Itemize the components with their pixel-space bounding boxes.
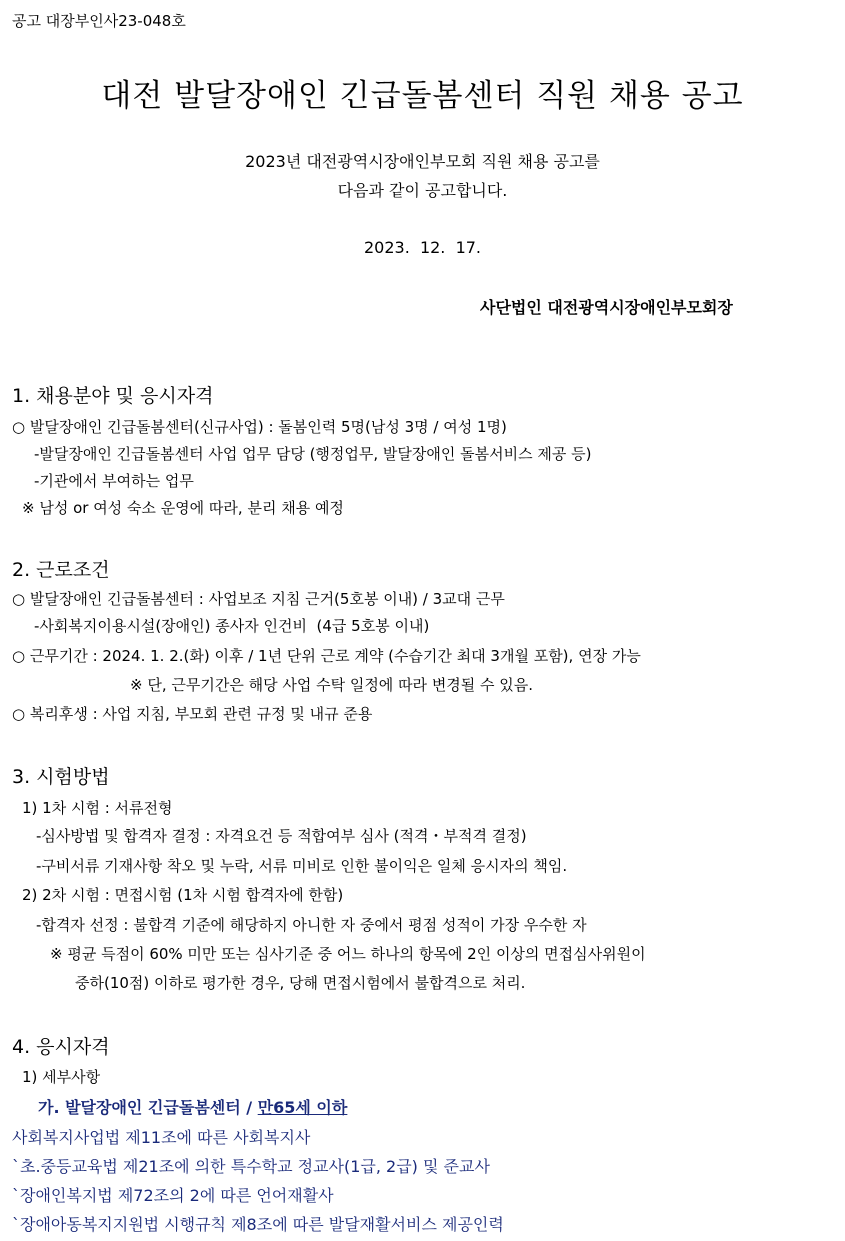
section-3-step-1: 1) 1차 시험 : 서류전형 xyxy=(22,799,173,817)
section-4-step-1: 1) 세부사항 xyxy=(22,1068,101,1086)
section-3-note-line-2: 중하(10점) 이하로 평가한 경우, 당해 면접시험에서 불합격으로 처리. xyxy=(75,974,526,992)
section-2-heading: 2. 근로조건 xyxy=(12,559,110,581)
section-2-item-3: ○ 복리후생 : 사업 지침, 부모회 관련 규정 및 내규 준용 xyxy=(12,705,373,723)
section-2-sub-1: -사회복지이용시설(장애인) 종사자 인건비 (4급 5호봉 이내) xyxy=(34,617,430,635)
qualification-2: `초.중등교육법 제21조에 의한 특수학교 정교사(1급, 2급) 및 준교사 xyxy=(12,1157,490,1176)
section-1-sub-2: -기관에서 부여하는 업무 xyxy=(34,472,194,490)
section-3-step-2-sub-1: -합격자 선정 : 불합격 기준에 해당하지 아니한 자 중에서 평점 성적이 가장 우수한 자 xyxy=(36,916,587,934)
section-2-item-1: ○ 발달장애인 긴급돌봄센터 : 사업보조 지침 근거(5호봉 이내) / 3교대 근무 xyxy=(12,590,505,608)
section-1-heading: 1. 채용분야 및 응시자격 xyxy=(12,385,214,407)
section-3-heading: 3. 시험방법 xyxy=(12,766,110,788)
section-4-subhead xyxy=(38,1095,347,1118)
section-1-item-1: ○ 발달장애인 긴급돌봄센터(신규사업) : 돌봄인력 5명(남성 3명 / 여성 1명) xyxy=(12,418,507,436)
intro-line-1: 2023년 대전광역시장애인부모회 직원 채용 공고를 xyxy=(245,152,600,171)
section-3-step-1-sub-2: -구비서류 기재사항 착오 및 누락, 서류 미비로 인한 불이익은 일체 응시자의 책임. xyxy=(36,857,568,875)
notice-number: 공고 대장부인사23-048호 xyxy=(12,12,186,30)
section-4-subhead-prefix: 가. 발달장애인 긴급돌봄센터 / xyxy=(38,1098,258,1117)
section-1-note: ※ 남성 or 여성 숙소 운영에 따라, 분리 채용 예정 xyxy=(22,499,344,517)
page-title: 대전 발달장애인 긴급돌봄센터 직원 채용 공고 xyxy=(101,78,744,114)
qualification-4: `장애아동복지지원법 시행규칙 제8조에 따른 발달재활서비스 제공인력 xyxy=(12,1215,504,1234)
intro-line-2: 다음과 같이 공고합니다. xyxy=(337,181,508,200)
qualification-1: 사회복지사업법 제11조에 따른 사회복지사 xyxy=(12,1128,311,1147)
announcement-date: 2023. 12. 17. xyxy=(363,238,482,257)
section-3-note-line-1: ※ 평균 득점이 60% 미만 또는 심사기준 중 어느 하나의 항목에 2인 이상의 면접심사위원이 xyxy=(50,945,646,963)
section-3-step-1-sub-1: -심사방법 및 합격자 결정 : 자격요건 등 적합여부 심사 (적격・부적격 결정) xyxy=(36,827,527,845)
section-1-sub-1: -발달장애인 긴급돌봄센터 사업 업무 담당 (행정업무, 발달장애인 돌봄서비스 제공 등) xyxy=(34,445,592,463)
section-4-subhead-age: 만65세 이하 xyxy=(257,1098,348,1117)
section-4-heading: 4. 응시자격 xyxy=(12,1036,110,1058)
section-3-step-2: 2) 2차 시험 : 면접시험 (1차 시험 합격자에 한함) xyxy=(22,886,344,904)
qualification-3: `장애인복지법 제72조의 2에 따른 언어재활사 xyxy=(12,1186,334,1205)
issuer: 사단법인 대전광역시장애인부모회장 xyxy=(480,298,733,317)
section-2-note: ※ 단, 근무기간은 해당 사업 수탁 일정에 따라 변경될 수 있음. xyxy=(130,676,534,694)
section-2-item-2: ○ 근무기간 : 2024. 1. 2.(화) 이후 / 1년 단위 근로 계약 (수습기간 최대 3개월 포함), 연장 가능 xyxy=(12,647,641,665)
